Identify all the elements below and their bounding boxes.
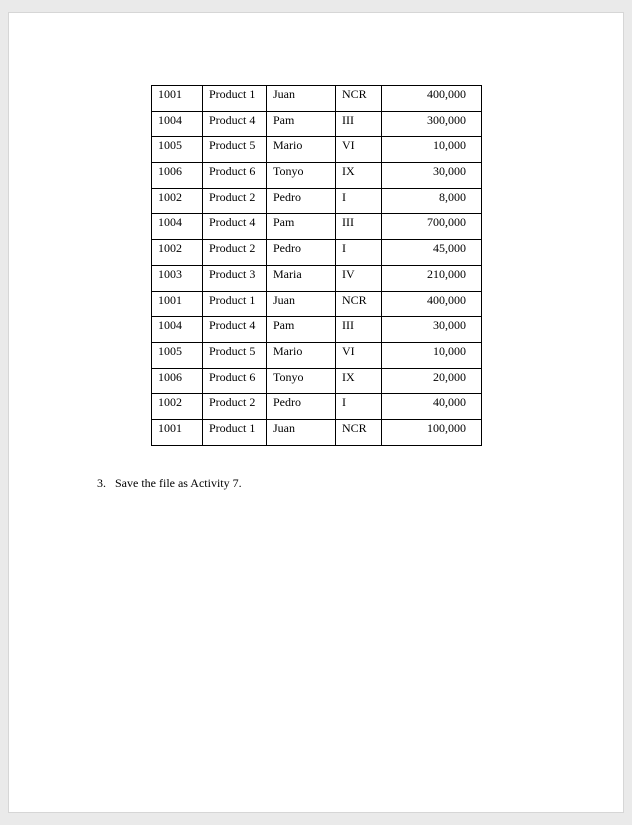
amount-cell: 20,000 (382, 368, 482, 394)
name-cell: Pedro (267, 394, 336, 420)
id-cell: 1001 (152, 419, 203, 445)
product-cell: Product 6 (203, 368, 267, 394)
table-row (152, 291, 482, 317)
amount-cell: 30,000 (382, 163, 482, 189)
amount-cell: 40,000 (382, 394, 482, 420)
product-cell: Product 2 (203, 394, 267, 420)
id-cell: 1001 (152, 86, 203, 112)
name-cell: Tonyo (267, 368, 336, 394)
table-row (152, 240, 482, 266)
table-row (152, 111, 482, 137)
amount-cell: 210,000 (382, 265, 482, 291)
region-cell: NCR (336, 291, 382, 317)
name-cell: Juan (267, 291, 336, 317)
table-row (152, 137, 482, 163)
product-cell: Product 6 (203, 163, 267, 189)
name-cell: Pedro (267, 188, 336, 214)
product-cell: Product 5 (203, 137, 267, 163)
table-row (152, 86, 482, 112)
name-cell: Pam (267, 214, 336, 240)
id-cell: 1005 (152, 137, 203, 163)
amount-cell: 400,000 (382, 291, 482, 317)
amount-cell: 45,000 (382, 240, 482, 266)
table-row (152, 214, 482, 240)
step-text: Save the file as Activity 7. (115, 476, 242, 490)
product-cell: Product 1 (203, 291, 267, 317)
amount-cell: 30,000 (382, 317, 482, 343)
region-cell: NCR (336, 86, 382, 112)
sales-table-body (152, 86, 482, 446)
instruction-step (97, 476, 242, 491)
name-cell: Mario (267, 137, 336, 163)
amount-cell: 100,000 (382, 419, 482, 445)
region-cell: I (336, 188, 382, 214)
table-row (152, 163, 482, 189)
table-row (152, 368, 482, 394)
name-cell: Pam (267, 111, 336, 137)
sales-table (151, 85, 482, 446)
id-cell: 1004 (152, 111, 203, 137)
name-cell: Pam (267, 317, 336, 343)
region-cell: IX (336, 163, 382, 189)
name-cell: Mario (267, 342, 336, 368)
amount-cell: 700,000 (382, 214, 482, 240)
document-page (8, 12, 624, 813)
id-cell: 1006 (152, 368, 203, 394)
product-cell: Product 2 (203, 188, 267, 214)
table-row (152, 188, 482, 214)
table-row (152, 265, 482, 291)
table-row (152, 419, 482, 445)
id-cell: 1002 (152, 188, 203, 214)
region-cell: NCR (336, 419, 382, 445)
id-cell: 1002 (152, 394, 203, 420)
name-cell: Pedro (267, 240, 336, 266)
amount-cell: 400,000 (382, 86, 482, 112)
product-cell: Product 1 (203, 86, 267, 112)
amount-cell: 300,000 (382, 111, 482, 137)
table-row (152, 394, 482, 420)
region-cell: I (336, 394, 382, 420)
region-cell: IV (336, 265, 382, 291)
id-cell: 1006 (152, 163, 203, 189)
region-cell: III (336, 214, 382, 240)
id-cell: 1005 (152, 342, 203, 368)
name-cell: Juan (267, 419, 336, 445)
id-cell: 1004 (152, 317, 203, 343)
table-row (152, 317, 482, 343)
product-cell: Product 2 (203, 240, 267, 266)
id-cell: 1001 (152, 291, 203, 317)
amount-cell: 10,000 (382, 342, 482, 368)
name-cell: Maria (267, 265, 336, 291)
product-cell: Product 4 (203, 111, 267, 137)
step-number: 3. (97, 476, 106, 490)
product-cell: Product 4 (203, 214, 267, 240)
product-cell: Product 3 (203, 265, 267, 291)
name-cell: Juan (267, 86, 336, 112)
amount-cell: 8,000 (382, 188, 482, 214)
region-cell: IX (336, 368, 382, 394)
region-cell: VI (336, 342, 382, 368)
amount-cell: 10,000 (382, 137, 482, 163)
region-cell: III (336, 317, 382, 343)
product-cell: Product 1 (203, 419, 267, 445)
name-cell: Tonyo (267, 163, 336, 189)
id-cell: 1003 (152, 265, 203, 291)
region-cell: VI (336, 137, 382, 163)
product-cell: Product 4 (203, 317, 267, 343)
product-cell: Product 5 (203, 342, 267, 368)
id-cell: 1004 (152, 214, 203, 240)
table-row (152, 342, 482, 368)
region-cell: III (336, 111, 382, 137)
id-cell: 1002 (152, 240, 203, 266)
region-cell: I (336, 240, 382, 266)
